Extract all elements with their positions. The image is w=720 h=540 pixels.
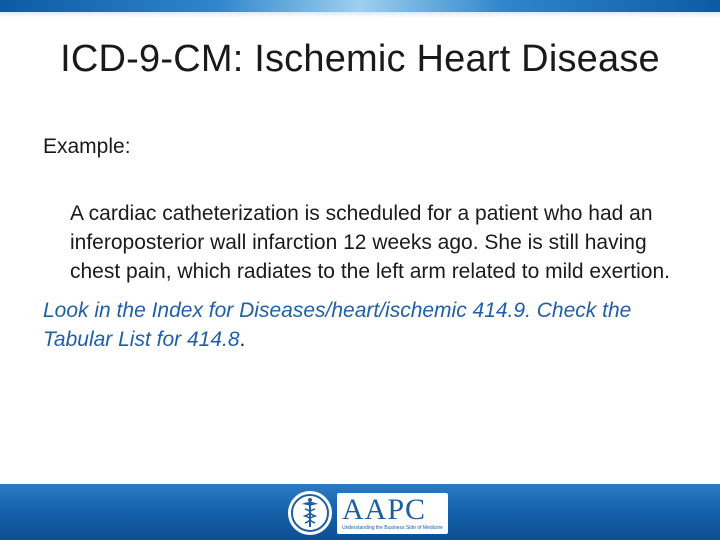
example-label: Example:	[43, 135, 131, 158]
logo-wordmark	[337, 493, 448, 534]
slide-body	[43, 135, 693, 354]
case-description: A cardiac catheterization is scheduled for a patient who had an inferoposterior wall infarction 12 weeks ago. She is still having chest pain, which radiates to the left arm related to mild exertion.	[70, 202, 670, 283]
lookup-note-text: Look in the Index for Diseases/heart/ischemic 414.9. Check the Tabular List for 414.8	[43, 299, 632, 351]
caduceus-icon	[288, 491, 332, 535]
lookup-note-period: .	[239, 328, 246, 351]
aapc-logo	[288, 490, 448, 536]
top-decorative-band	[0, 0, 720, 12]
slide-title: ICD-9-CM: Ischemic Heart Disease	[60, 38, 660, 80]
logo-name: AAPC	[342, 492, 427, 526]
footer-band	[0, 484, 720, 540]
lookup-note	[43, 296, 693, 354]
logo-tagline: Understanding the Business Side of Medicine	[342, 524, 443, 531]
